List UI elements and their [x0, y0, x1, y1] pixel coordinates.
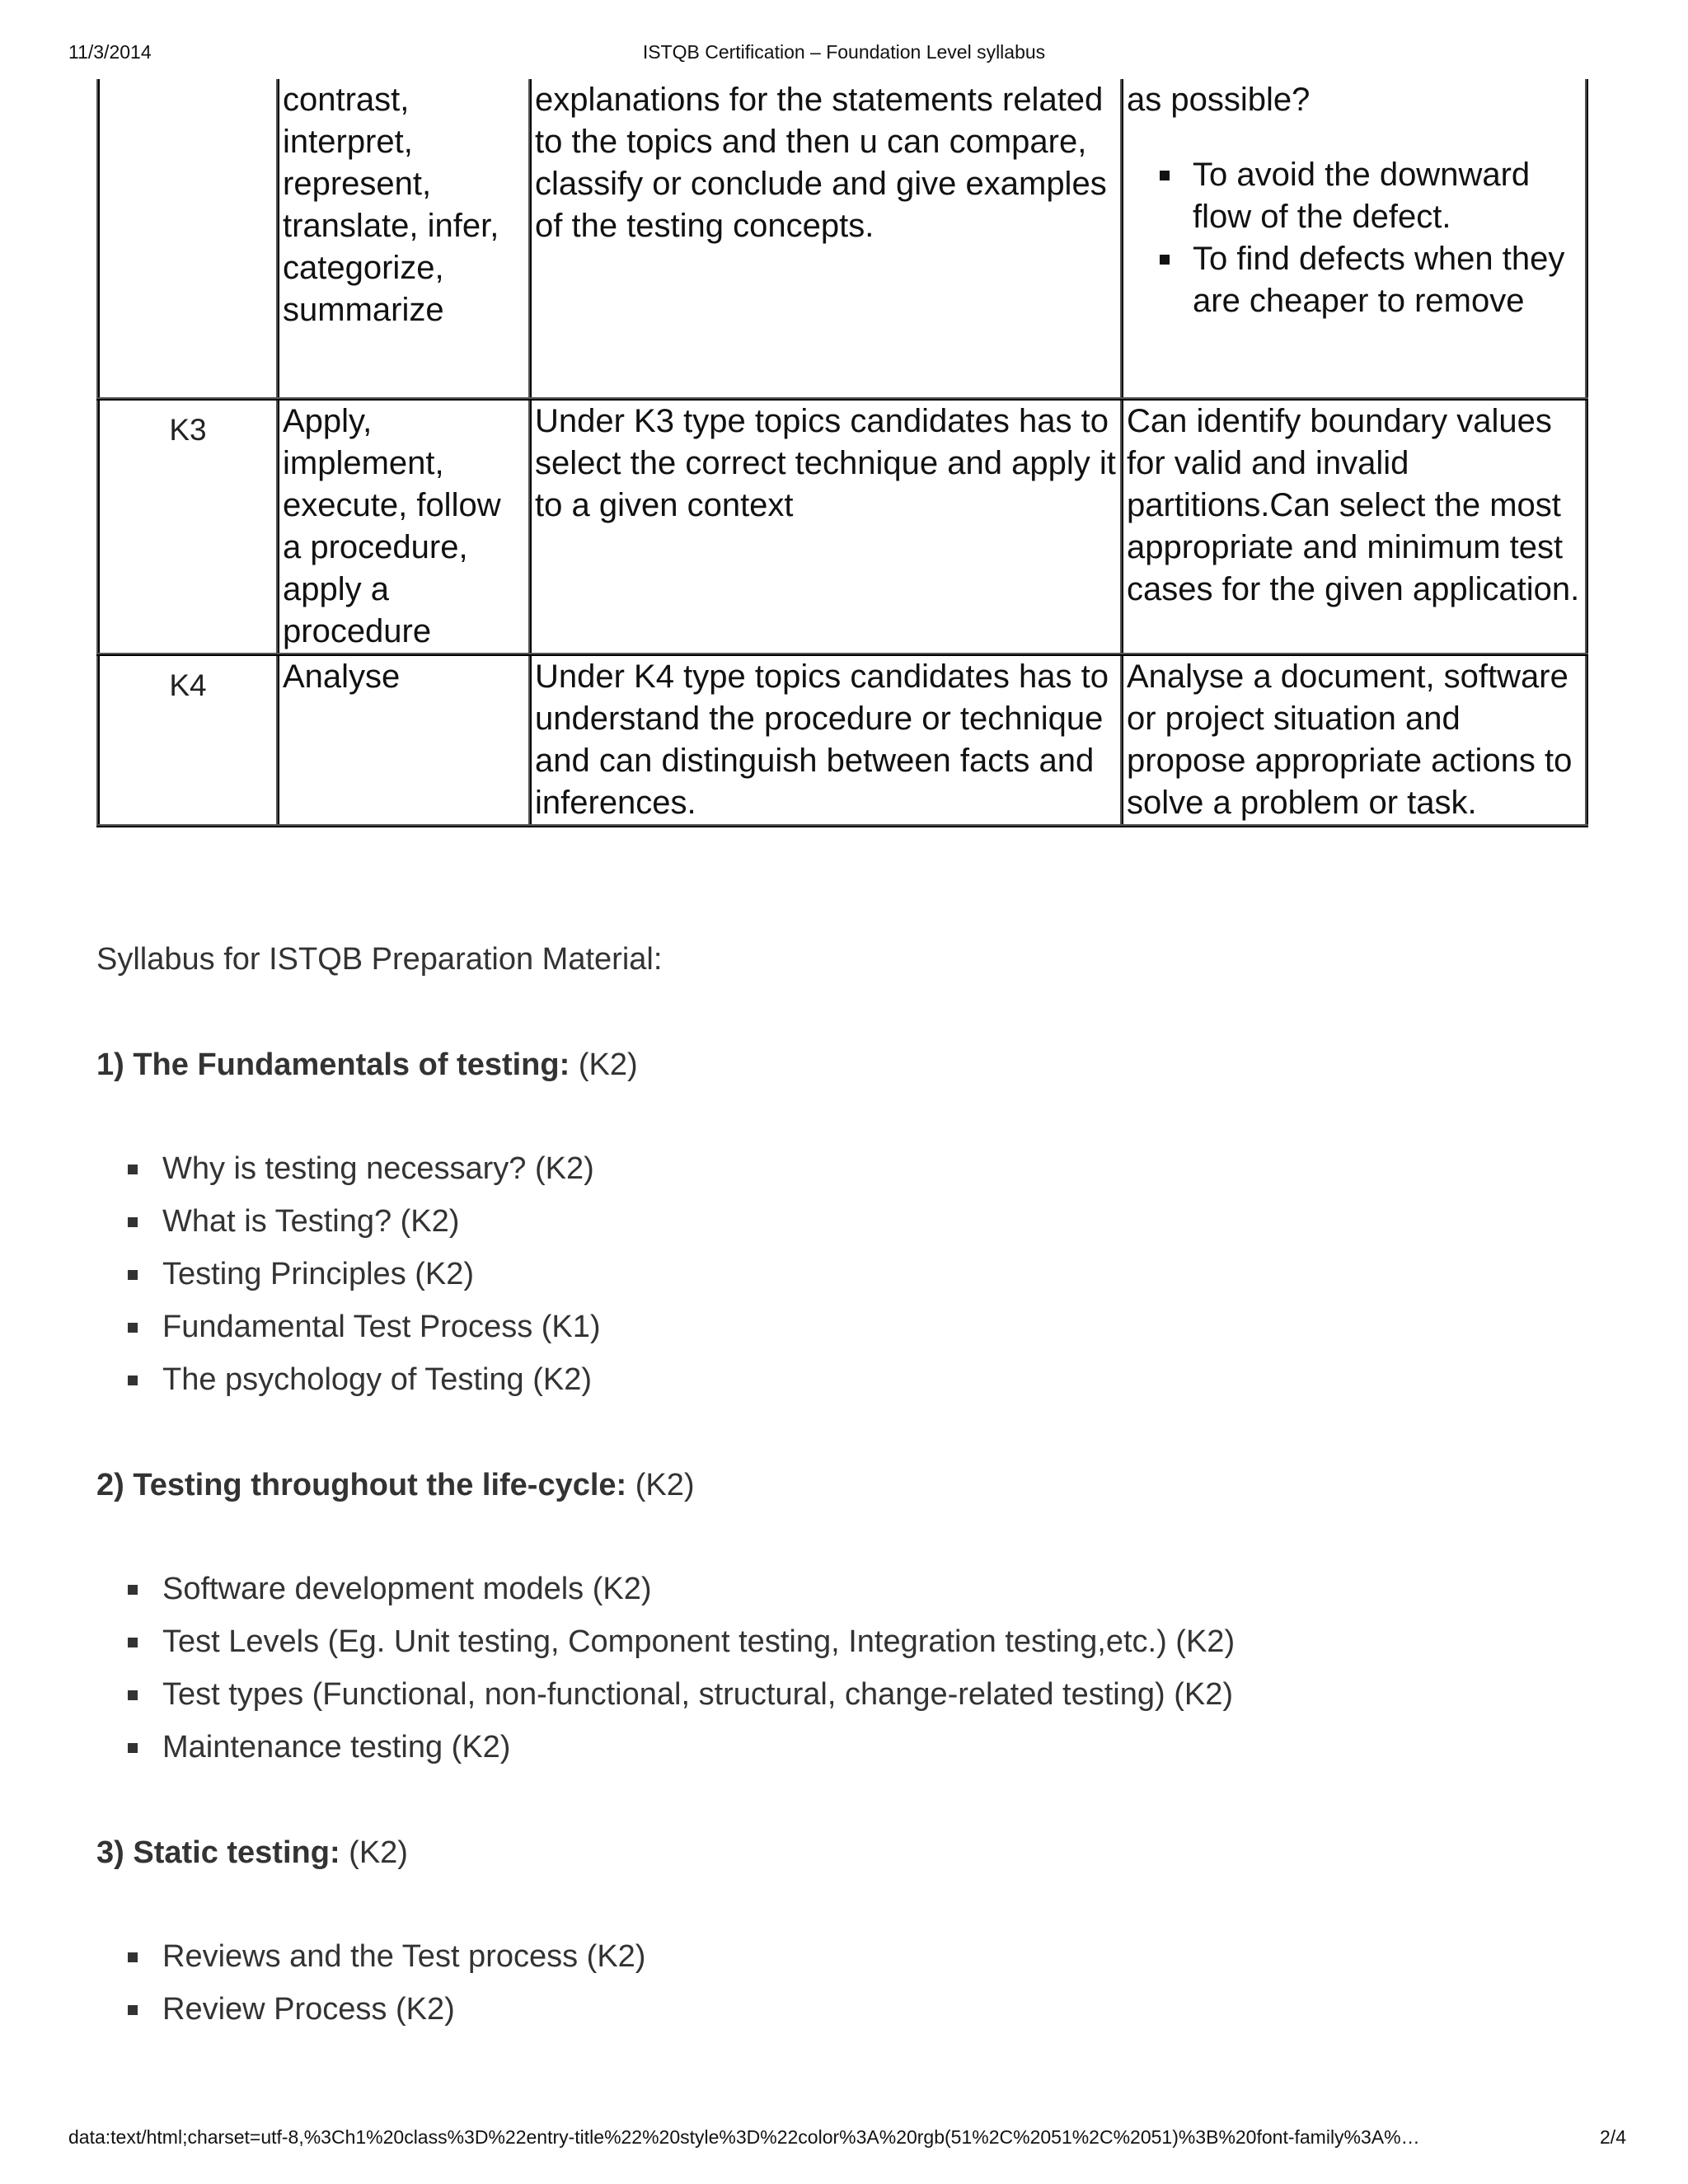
list-item: Testing Principles (K2): [162, 1254, 1580, 1307]
table-row: [98, 399, 1587, 654]
section-level: (K2): [635, 1468, 695, 1502]
level-cell: K3: [98, 399, 278, 654]
section-title: 2) Testing throughout the life-cycle:: [96, 1468, 627, 1502]
list-item: Test Levels (Eg. Unit testing, Component testing, Integration testing,etc.) (K2): [162, 1622, 1580, 1675]
list-item: The psychology of Testing (K2): [162, 1360, 1580, 1413]
topic-list: [96, 1569, 1580, 1780]
list-item: Test types (Functional, non-functional, structural, change-related testing) (K2): [162, 1675, 1580, 1727]
example-intro: as possible?: [1127, 82, 1311, 118]
topic-list: [96, 1149, 1580, 1413]
verbs-cell: contrast, interpret, represent, translate, infer, categorize, summarize: [278, 79, 530, 399]
syllabus-content: [96, 940, 1580, 2095]
section-title: 1) The Fundamentals of testing:: [96, 1047, 570, 1082]
table-row: [98, 79, 1587, 399]
list-item: Reviews and the Test process (K2): [162, 1937, 1580, 1990]
list-item: Why is testing necessary? (K2): [162, 1149, 1580, 1202]
level-cell: [98, 79, 278, 399]
example-cell: [1122, 79, 1587, 399]
print-date: 11/3/2014: [68, 41, 152, 63]
list-item: Review Process (K2): [162, 1990, 1580, 2042]
section-heading: [96, 1465, 1580, 1505]
section-heading: [96, 1833, 1580, 1872]
table-row: [98, 654, 1587, 826]
print-title: ISTQB Certification – Foundation Level syllabus: [642, 41, 1046, 63]
section-title: 3) Static testing:: [96, 1835, 340, 1870]
topic-list: [96, 1937, 1580, 2042]
knowledge-levels-table: [96, 79, 1588, 827]
page-number: 2/4: [1600, 2126, 1626, 2148]
verbs-cell: Analyse: [278, 654, 530, 826]
example-cell: Can identify boundary values for valid and invalid partitions.Can select the most appropriate and minimum test cases for the given application.: [1122, 399, 1587, 654]
list-item: Fundamental Test Process (K1): [162, 1307, 1580, 1360]
description-cell: Under K4 type topics candidates has to understand the procedure or technique and can distinguish between facts and inferences.: [530, 654, 1122, 826]
list-item: To avoid the downward flow of the defect.: [1193, 154, 1582, 238]
description-cell: explanations for the statements related to the topics and then u can compare, classify or conclude and give examples of the testing concepts.: [530, 79, 1122, 399]
description-cell: Under K3 type topics candidates has to select the correct technique and apply it to a given context: [530, 399, 1122, 654]
section-level: (K2): [349, 1835, 408, 1870]
syllabus-intro: Syllabus for ISTQB Preparation Material:: [96, 942, 663, 977]
verbs-cell: Apply, implement, execute, follow a procedure, apply a procedure: [278, 399, 530, 654]
list-item: What is Testing? (K2): [162, 1202, 1580, 1254]
section-heading: [96, 1045, 1580, 1085]
print-header: [0, 41, 1688, 66]
list-item: Maintenance testing (K2): [162, 1727, 1580, 1780]
list-item: Software development models (K2): [162, 1569, 1580, 1622]
example-bullet-list: [1127, 154, 1582, 322]
list-item: To find defects when they are cheaper to remove: [1193, 238, 1582, 322]
example-cell: Analyse a document, software or project situation and propose appropriate actions to solve a problem or task.: [1122, 654, 1587, 826]
source-url: data:text/html;charset=utf-8,%3Ch1%20class%3D%22entry-title%22%20style%3D%22color%3A%20rgb(51%2C%2051%2C%2051)%3B%20font-family%3A%…: [68, 2126, 1420, 2148]
level-cell: K4: [98, 654, 278, 826]
section-level: (K2): [578, 1047, 638, 1082]
